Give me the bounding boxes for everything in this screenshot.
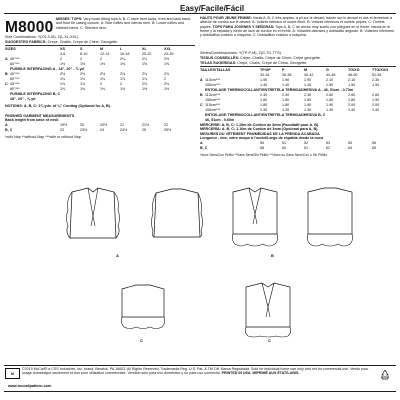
table-cell: 1⅞ bbox=[80, 81, 86, 86]
table-row-fabric: 115cm*** bbox=[205, 92, 221, 97]
table-header-cell: XS bbox=[60, 47, 65, 51]
finished-cell-fr: 60 bbox=[282, 146, 287, 151]
table-cell: 2¾ bbox=[120, 71, 126, 76]
finished-cell-fr: 58 bbox=[260, 146, 265, 151]
table-header-cell: S bbox=[80, 47, 83, 51]
table-row-fabric: 45"*** bbox=[10, 81, 20, 86]
finished-cell-fr: 61 bbox=[304, 146, 309, 151]
size-combinations-en: Size Combinations: Y(XS-S-M), Z(L-XL-XXL) bbox=[5, 35, 79, 39]
table-row-label: B bbox=[200, 92, 203, 97]
description-fr-body: Hauts A, B, C très amples, à pli sur le devant, bande sur le devant et dos et fermeture à attache de cordon sur le devant. A: Volants latéraux et ourlet étroit. B: Volants inférieurs et ourlets piqués. C: Ourlets piqués. bbox=[200, 16, 392, 29]
table-header-cell: XXL bbox=[164, 47, 172, 51]
table-cell: 1.40 bbox=[372, 107, 380, 112]
table-subheader-cell: 52-54 bbox=[372, 72, 382, 77]
table-cell: 1.40 bbox=[348, 107, 356, 112]
table-row-fabric: 115cm*** bbox=[205, 102, 221, 107]
table-cell: 2½ bbox=[60, 71, 66, 76]
table-cell: 2 bbox=[60, 56, 63, 61]
finished-cell: 25 bbox=[142, 128, 147, 133]
table-cell: 1¾ bbox=[60, 76, 66, 81]
merceria-text: MERCERÍA: A, B, C: 1.10m de Cordón de 3mm (Opcional para A, B). bbox=[200, 127, 319, 132]
table-row-fabric: 45"*** bbox=[10, 71, 20, 76]
recycle-icon bbox=[379, 369, 391, 381]
table-cell: 1⅝ bbox=[142, 61, 148, 66]
table-cell: 1⅜ bbox=[80, 86, 86, 91]
table-subheader-cell: 20-22 bbox=[142, 51, 152, 56]
table-cell: 1.40 bbox=[304, 82, 312, 87]
table-cell: 1.50 bbox=[348, 82, 356, 87]
finished-row-label: B, C bbox=[5, 128, 13, 133]
table-cell: 1⅞ bbox=[60, 81, 66, 86]
tissus-title: TISSUS CONSEILLÉS: bbox=[200, 56, 240, 60]
table-cell: 1.80 bbox=[260, 102, 268, 107]
table-cell: 2.30 bbox=[260, 92, 268, 97]
table-subheader-cell: 44-46 bbox=[326, 72, 336, 77]
table-cell: 1⅞ bbox=[142, 76, 148, 81]
table-cell: 1.40 bbox=[282, 82, 290, 87]
website-url: www.mccallpattern.com bbox=[8, 384, 52, 388]
table-row-fabric: 60"*** bbox=[10, 61, 20, 66]
description-english bbox=[56, 17, 194, 30]
table-cell: 2.10 bbox=[326, 77, 334, 82]
finished-cell-fr: 52 bbox=[304, 141, 309, 146]
table-row-label: C bbox=[5, 81, 8, 86]
table-cell: 2¾ bbox=[164, 71, 170, 76]
table-row-fabric: FUSIBLE INTERFACING B, C bbox=[10, 91, 61, 96]
suggested-fabrics-fr bbox=[200, 56, 321, 60]
table-cell: 1½ bbox=[80, 61, 86, 66]
table-cell: 1⅝ bbox=[120, 61, 126, 66]
garment-diagram-a-front bbox=[62, 186, 124, 244]
garment-diagram-c-front bbox=[240, 281, 296, 339]
printed-in: PRINTED IN USA. IMPRIMÉ AUX ÉTATS-UNIS. bbox=[221, 371, 300, 376]
table-cell: 1.90 bbox=[282, 77, 290, 82]
table-subheader-cell: 4-6 bbox=[60, 51, 66, 56]
table-header-cell: M bbox=[304, 68, 308, 72]
copyright-text bbox=[22, 367, 374, 376]
table-cell: 1½ bbox=[164, 86, 170, 91]
table-cell: 2.30 bbox=[372, 77, 380, 82]
finished-title-fr: MESURES DU VÊTEMENT FINI/MEDIDAS DE LA PRENDA ACABADA bbox=[200, 131, 320, 136]
table-cell: 1.50 bbox=[326, 82, 334, 87]
table-cell: 1⅝ bbox=[164, 61, 170, 66]
table-rule-fr bbox=[200, 66, 396, 67]
table-cell: 2¼ bbox=[120, 56, 126, 61]
table-row-label: B bbox=[5, 71, 8, 76]
finished-cell: 23½ bbox=[80, 128, 88, 133]
table-row-fabric: 60"*** bbox=[10, 86, 20, 91]
table-header-cell: L bbox=[120, 47, 123, 51]
footer-rule bbox=[4, 365, 396, 366]
garment-diagram-c-back bbox=[116, 283, 170, 333]
table-header-cell: XL bbox=[142, 47, 147, 51]
table-cell: 2.10 bbox=[348, 77, 356, 82]
garment-diagram-b-front bbox=[225, 186, 285, 250]
bottom-rule bbox=[4, 391, 396, 392]
finished-cell: 22 bbox=[164, 123, 169, 128]
description-es-body: Tops A, B, C de ancho muy suelto con pliegues en el frente, banda en el frente y la espalda y cierre de lazo de cordón en el frente. A: Volantes laterales y dobladillo angosto. B: Volantes inferiores y dobladillos cosidos a máquina. C: Dobladillos cosidos a máquina. bbox=[200, 24, 394, 38]
table-cell: 1⅜ bbox=[60, 86, 66, 91]
table-cell: 1.30 bbox=[282, 107, 290, 112]
finished-cell: 21 bbox=[120, 123, 125, 128]
finished-cell: 24½ bbox=[120, 128, 128, 133]
table-row-label: A bbox=[5, 56, 8, 61]
finished-cell: 24 bbox=[100, 128, 105, 133]
table-header-cell: TTG/XXG bbox=[372, 68, 389, 72]
table-cell: 2 bbox=[80, 56, 83, 61]
finished-cell: 20 bbox=[80, 123, 85, 128]
table-cell: 2 bbox=[100, 81, 103, 86]
table-subheader-cell: 40-42 bbox=[304, 72, 314, 77]
difficulty-label: Easy/Facile/Fácil bbox=[180, 4, 245, 13]
table-row-fabric: 150cm*** bbox=[205, 82, 221, 87]
table-cell: 1½ bbox=[100, 61, 106, 66]
table-cell: 1.30 bbox=[304, 107, 312, 112]
table-header-cell: M bbox=[100, 47, 104, 51]
suggested-fabrics-title: SUGGESTED FABRICS: bbox=[5, 40, 47, 44]
suggested-fabrics-en bbox=[5, 40, 118, 44]
table-cell: 2 bbox=[120, 81, 123, 86]
finished-cell: 23 bbox=[60, 128, 65, 133]
table-cell: 1¾ bbox=[80, 76, 86, 81]
footnote-en: *with Nap **without Nap ***with or without Nap bbox=[5, 134, 81, 139]
table-row-label: C bbox=[200, 102, 203, 107]
table-cell: 1.90 bbox=[260, 77, 268, 82]
finished-row-label: A bbox=[5, 123, 8, 128]
table-header-cell: TP/XP bbox=[260, 68, 271, 72]
table-row-fabric: 115cm*** bbox=[205, 77, 221, 82]
finished-cell: 19½ bbox=[60, 123, 68, 128]
table-cell: 1.40 bbox=[326, 107, 334, 112]
finished-cell-fr: 65 bbox=[372, 146, 377, 151]
table-cell: 1.30 bbox=[260, 107, 268, 112]
diagram-label-c-left: C bbox=[140, 338, 143, 343]
finished-cell-fr: 50 bbox=[260, 141, 265, 146]
table-cell: 1.80 bbox=[348, 97, 356, 102]
table-cell: 2.00 bbox=[372, 102, 380, 107]
table-cell: 2¾ bbox=[142, 71, 148, 76]
finished-subtitle: Back length from base of neck bbox=[5, 118, 59, 123]
finished-cell-fr: 51 bbox=[282, 141, 287, 146]
table-cell: 1.60 bbox=[282, 97, 290, 102]
diagram-label-c-right: C bbox=[268, 338, 271, 343]
garment-diagram-b-back bbox=[300, 186, 360, 250]
finished-cell-fr: 53 bbox=[326, 141, 331, 146]
notions-text: NOTIONS: A, B, C: 1¾ yds. of ⅛" Cording (Optional for A, B). bbox=[5, 103, 111, 108]
table-cell: 1.80 bbox=[282, 102, 290, 107]
brand-logo: M bbox=[5, 368, 20, 379]
table-subheader-cell: 12-14 bbox=[100, 51, 110, 56]
table-cell: 1.90 bbox=[304, 77, 312, 82]
table-row-fabric: ENTOILAGE THERMOCOLLANT/ENTRETELA TERMOADHESIVA B, C bbox=[205, 112, 326, 117]
finished-cell-fr: 64 bbox=[348, 146, 353, 151]
finished-subtitle-fr: Longueur - dos, votre nuque à l'ourlet/Largo de espalda desde la nuca bbox=[200, 136, 323, 141]
finished-row-label-fr: A bbox=[200, 141, 203, 146]
table-header-cell: TG/XG bbox=[348, 68, 360, 72]
table-cell: 1⅞ bbox=[120, 76, 126, 81]
table-header-cell: SIZES bbox=[5, 47, 16, 51]
finished-cell-fr: 62 bbox=[326, 146, 331, 151]
description-es-title: TOPS PARA JÓVENES Y SEÑORAS: bbox=[212, 24, 275, 29]
finished-row-label-fr: B, C bbox=[200, 146, 208, 151]
diagram-label-a: A bbox=[116, 253, 119, 258]
diagram-label-b: B bbox=[271, 253, 274, 258]
pattern-number: M8000 bbox=[5, 19, 54, 36]
table-subheader-cell: 36-38 bbox=[282, 72, 292, 77]
footnote-fr: *Avec Sens/Con Pelillo **Sans Sens/Sin Pelillo ***Avec ou Sans Sens/Con o Sin Pelillo bbox=[200, 152, 328, 157]
table-row-fabric: 150cm*** bbox=[205, 97, 221, 102]
telas-title: TELAS SUGERIDAS: bbox=[200, 61, 237, 65]
table-row-fabric: 150cm*** bbox=[205, 107, 221, 112]
table-cell: 2.60 bbox=[372, 92, 380, 97]
finished-cell: 21½ bbox=[142, 123, 150, 128]
copyright-body: ©2019 McCall® a CSS Industries, Inc. brand, Berwick, PA 18603. All Rights Reserved. Trademarks Reg. U.S. Pat. & TM Off. Marca Registrada. Sold for individual home use only and not for commercial use. Vendu pour usage domestique seulement et non pour utilisation commerciale. Vendido sólo para uso doméstico y no para uso comercial. bbox=[22, 367, 369, 376]
finished-cell: 25½ bbox=[164, 128, 172, 133]
table-subheader-cell: 8-10 bbox=[80, 51, 88, 56]
table-cell: 1¾ bbox=[100, 76, 106, 81]
table-subheader-cell: 24-26 bbox=[164, 51, 174, 56]
table-cell: 2.00 bbox=[348, 102, 356, 107]
table-header-cell: P bbox=[282, 68, 285, 72]
table-cell: 2.30 bbox=[282, 92, 290, 97]
table-cell: 1.90 bbox=[326, 102, 334, 107]
suggested-fabrics-list: Crepe, Challis, Crepe de Chine, Georgette. bbox=[47, 40, 119, 44]
table-cell: 1.80 bbox=[326, 97, 334, 102]
table-cell: 2¼ bbox=[142, 56, 148, 61]
size-combinations-fr: Séries/Combinaciones: Y(TP-P-M), Z(G-TG-TTG) bbox=[200, 51, 282, 55]
table-row-fabric: 45"*** bbox=[10, 56, 20, 61]
finished-cell-fr: 56 bbox=[372, 141, 377, 146]
top-rule bbox=[4, 13, 396, 14]
table-cell: 1.90 bbox=[304, 102, 312, 107]
table-header-cell: G bbox=[326, 68, 329, 72]
table-cell: 1.60 bbox=[260, 97, 268, 102]
table-subheader-cell: 16-18 bbox=[120, 51, 130, 56]
table-subheader-cell: 32-34 bbox=[260, 72, 270, 77]
suggested-fabrics-es bbox=[200, 61, 307, 65]
description-fr-title: HAUTS POUR JEUNE FEMME: bbox=[200, 16, 252, 20]
table-row-fabric: 60"*** bbox=[10, 76, 20, 81]
mercerie-text: MERCERIE: A, B, C: 1.10m de Cordon de 3mm (Facultatif pour A, B). bbox=[200, 122, 320, 127]
table-cell: 1½ bbox=[120, 86, 126, 91]
table-cell: 2⅛ bbox=[142, 81, 148, 86]
table-row-fabric: 46, 51cm - 0.60m bbox=[205, 117, 235, 122]
table-cell: 2.60 bbox=[348, 92, 356, 97]
table-row-fabric: FUSIBLE INTERFACING A - 18", 20" - ¾ yd bbox=[10, 66, 84, 71]
table-cell: 2.60 bbox=[326, 92, 334, 97]
table-cell: 1.40 bbox=[260, 82, 268, 87]
description-en-body: Very loose-fitting tops A, B, C have front tucks, front and back band, and front tie casing closure. A: Side ruffles and narrow hem. B: Lower ruffles and stitched hems. C: Stitched hem. bbox=[56, 17, 192, 30]
table-cell: 2 bbox=[164, 76, 167, 81]
telas-list: Crepé, Chalís, Crepé de China, Georgette. bbox=[237, 61, 308, 65]
table-cell: 2⅛ bbox=[164, 81, 170, 86]
table-cell: 1½ bbox=[60, 61, 66, 66]
finished-cell-fr: 55 bbox=[348, 141, 353, 146]
table-cell: 2½ bbox=[80, 71, 86, 76]
table-cell: 2 bbox=[100, 56, 103, 61]
table-cell: 1.60 bbox=[304, 97, 312, 102]
table-cell: 1.50 bbox=[372, 82, 380, 87]
garment-diagram-a-back bbox=[150, 187, 204, 241]
description-en-title: MISSES' TOPS: bbox=[56, 17, 83, 21]
table-cell: 1.90 bbox=[372, 97, 380, 102]
finished-title: FINISHED GARMENT MEASUREMENTS bbox=[5, 113, 75, 118]
description-french-spanish bbox=[200, 16, 396, 37]
table-rule bbox=[5, 45, 195, 46]
tissus-list: Crêpe, Challis, Crêpe de Chine, Crêpe georgette. bbox=[240, 56, 321, 60]
table-header-cell: TAILLES/TALLAS bbox=[200, 68, 231, 72]
table-row-label: A bbox=[200, 77, 203, 82]
table-subheader-cell: 48-50 bbox=[348, 72, 358, 77]
table-cell: 2½ bbox=[164, 56, 170, 61]
table-row-fabric: ENTOILAGE THERMOCOLLANT/ENTRETELA TERMOADHESIVA A - 46, 51cm - 0.70m bbox=[205, 87, 354, 92]
table-cell: 1½ bbox=[142, 86, 148, 91]
finished-cell: 20½ bbox=[100, 123, 108, 128]
table-cell: 2½ bbox=[100, 71, 106, 76]
table-cell: 1⅜ bbox=[100, 86, 106, 91]
table-row-fabric: 18", 20" - ⅝ yd bbox=[10, 96, 36, 101]
table-cell: 2.30 bbox=[304, 92, 312, 97]
